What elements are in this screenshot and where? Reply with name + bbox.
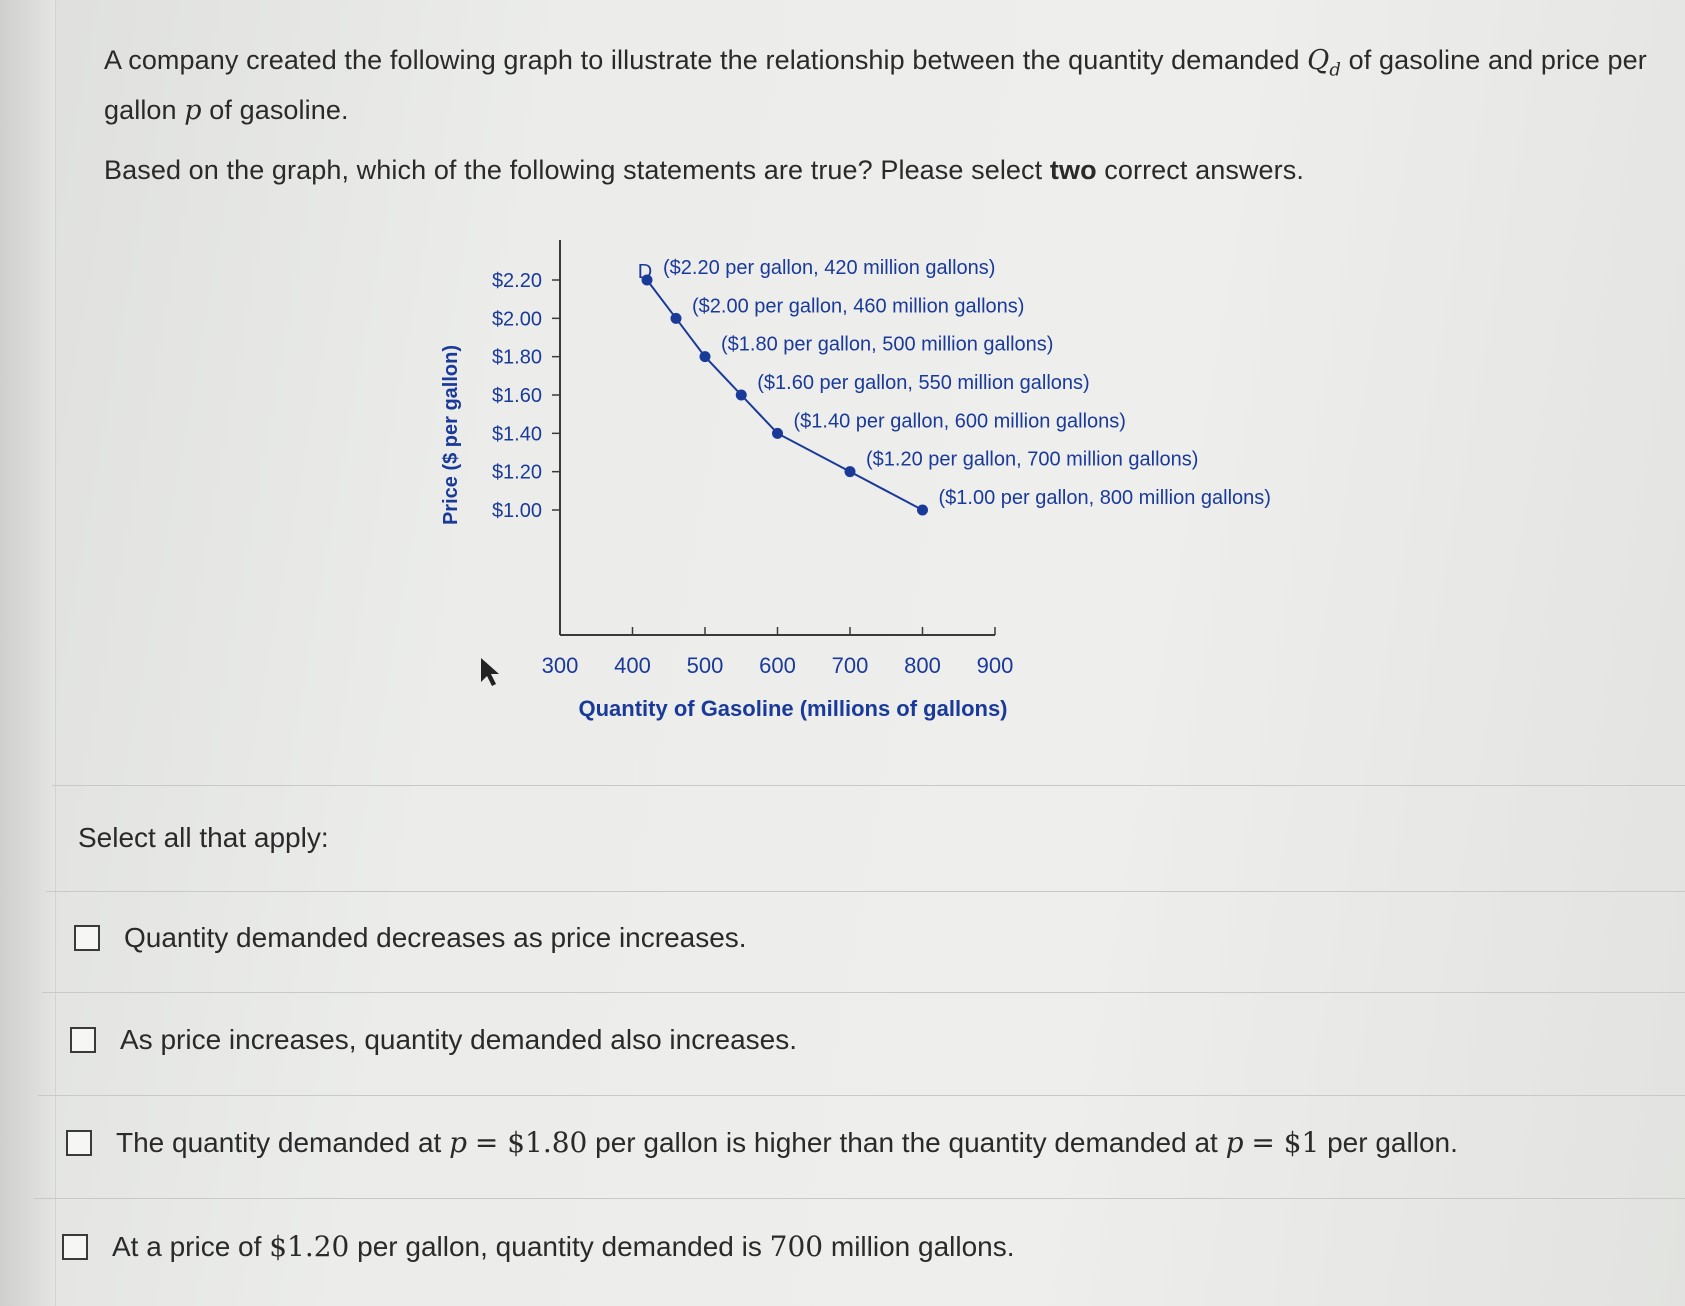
y-tick-label: $1.20 [491,461,542,484]
y-tick-label: $1.40 [491,423,542,446]
point-label: ($1.20 per gallon, 700 million gallons) [866,448,1199,471]
option-4-text: At a price of $1.20 per gallon, quantity demanded is 700 million gallons. [112,1230,1015,1263]
demand-point [671,313,682,324]
divider-2 [46,891,1685,892]
p-symbol: p [184,95,202,127]
prompt-part1: Based on the graph, which of the following statements are true? Please select [104,155,1043,185]
x-tick-label: 300 [541,653,579,678]
demand-point [845,466,856,477]
y-tick-label: $2.00 [491,308,542,331]
y-tick-label: $1.00 [491,500,542,522]
divider-1 [52,785,1685,786]
point-label: ($1.00 per gallon, 800 million gallons) [938,487,1271,509]
question-part2: of gasoline and price per gallon [104,45,1647,126]
left-margin [0,0,56,1306]
x-tick-labels [542,653,1014,678]
x-tick-label: 500 [686,653,724,678]
checkbox-1[interactable] [74,925,100,951]
point-label: ($2.20 per gallon, 420 million gallons) [663,257,996,279]
demand-point [772,428,783,439]
checkbox-3[interactable] [66,1130,92,1156]
question-part3: of gasoline. [209,95,349,126]
y-axis-label: Price ($ per gallon) [440,344,462,526]
divider-3 [42,992,1685,993]
prompt-bold: two [1049,155,1097,185]
option-3[interactable] [66,1126,1458,1159]
cursor-icon [481,658,499,686]
y-tick-label: $2.20 [491,270,542,292]
divider-4 [38,1095,1685,1096]
point-label: ($1.60 per gallon, 550 million gallons) [757,372,1090,394]
curve-label-d: D [637,261,653,283]
x-axis-label: Quantity of Gasoline (millions of gallons) [578,696,1008,721]
demand-point [700,351,711,362]
x-tick-label: 700 [831,653,869,678]
point-label: ($2.00 per gallon, 460 million gallons) [692,295,1025,318]
x-tick-label: 900 [976,653,1014,678]
x-tick-label: 800 [904,653,941,678]
y-tick-label: $1.80 [491,346,542,369]
option-3-text: The quantity demanded at p = $1.80 per gallon is higher than the quantity demanded at p = $1 per gallon. [116,1126,1458,1159]
point-labels [663,257,1271,509]
point-label: ($1.40 per gallon, 600 million gallons) [793,410,1126,433]
point-label: ($1.80 per gallon, 500 million gallons) [721,333,1054,356]
checkbox-4[interactable] [62,1234,88,1260]
demand-point [736,390,747,401]
x-tick-label: 400 [614,653,651,678]
question-text [104,40,1664,131]
y-tick-label: $1.60 [491,385,542,407]
option-1[interactable] [74,922,747,954]
x-tick-label: 600 [759,653,796,678]
y-tick-labels [492,270,542,522]
select-all-label: Select all that apply: [78,822,329,853]
question-part1: A company created the following graph to illustrate the relationship between the quantity demanded [104,45,1300,75]
option-1-text: Quantity demanded decreases as price increases. [124,922,747,953]
qd-symbol: $Q_d$ [1307,45,1342,81]
prompt-part2: correct answers. [1104,155,1304,185]
question-prompt [104,150,1664,190]
checkbox-2[interactable] [70,1027,96,1053]
divider-5 [34,1198,1685,1199]
option-2[interactable] [70,1024,797,1056]
demand-point [917,505,928,516]
demand-chart [420,230,1360,730]
option-2-text: As price increases, quantity demanded also increases. [120,1024,798,1055]
option-4[interactable] [62,1230,1015,1263]
